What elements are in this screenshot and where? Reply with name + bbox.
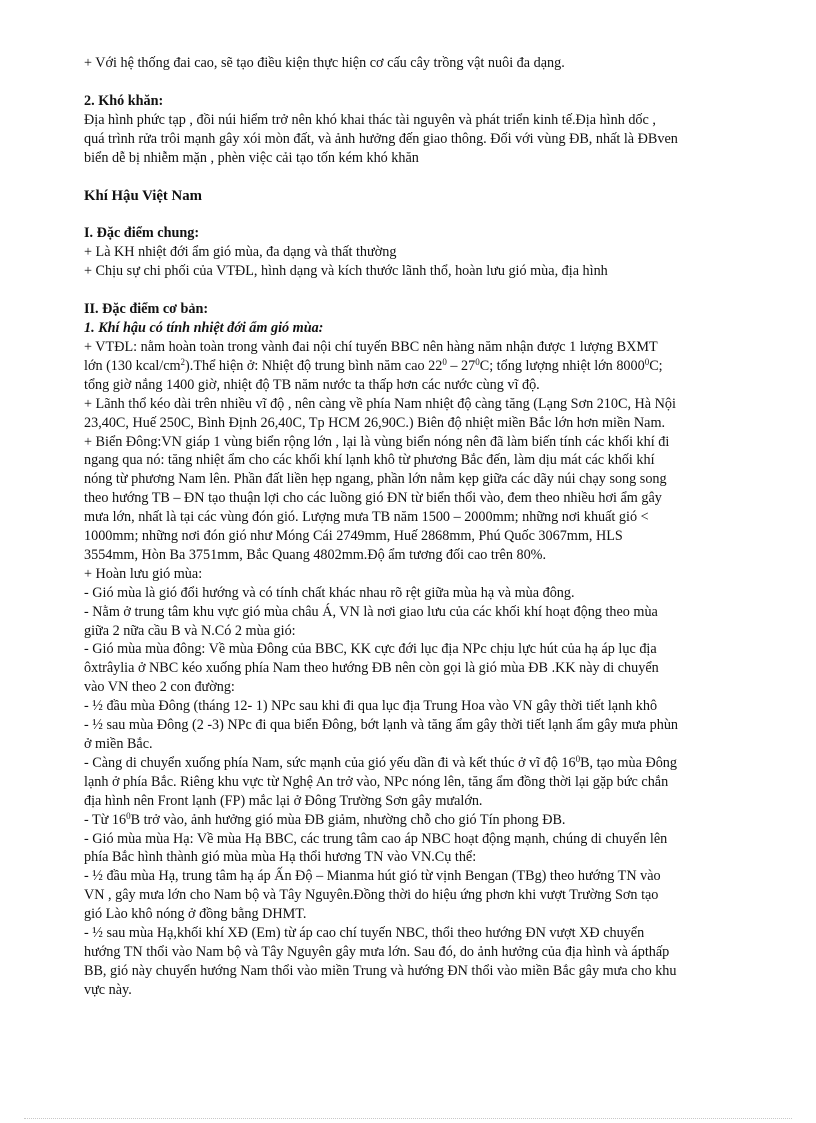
text-line: + VTĐL: nằm hoàn toàn trong vành đai nội chí tuyến BBC nên hàng năm nhận được 1 lượng BXMT (84, 338, 658, 355)
superscript: 2 (180, 356, 186, 367)
text-line: gió Lào khô nóng ở đồng bằng DHMT. (84, 906, 307, 923)
text-line: - Gió mùa mùa đông: Về mùa Đông của BBC, KK cực đới lục địa NPc chịu lực hút của hạ áp lục địa (84, 641, 657, 658)
text-line: - Gió mùa là gió đổi hướng và có tính chất khác nhau rõ rệt giữa mùa hạ và mùa đông. (84, 584, 575, 601)
text-run: B, tạo mùa Đông (580, 754, 677, 771)
text-line: ôxtrâylia ở NBC kéo xuống phía Nam theo hướng ĐB nên còn gọi là gió mùa ĐB .KK này di chuyển (84, 660, 659, 677)
text-line: - ½ sau mùa Đông (2 -3) NPc đi qua biển Đông, bớt lạnh và tăng ẩm gây thời tiết lạnh ẩm gây mưa phùn (84, 717, 679, 734)
text-line: mưa lớn, nhất là tại các vùng đón gió. Lượng mưa TB năm 1500 – 2000mm; những nơi khuất gió < (84, 509, 649, 526)
text-run: lớn (130 kcal/cm (84, 357, 181, 374)
superscript: 0 (442, 356, 447, 367)
text-run: ).Thể hiện ở: Nhiệt độ trung bình năm cao 22 (185, 357, 443, 374)
subsection-heading: 1. Khí hậu có tính nhiệt đới ẩm gió mùa: (84, 320, 324, 337)
text-run: - Từ 16 (84, 811, 127, 828)
text-line: biển dễ bị nhiễm mặn , phèn việc cải tạo tốn kém khó khăn (84, 149, 419, 166)
text-line: + Biển Đông:VN giáp 1 vùng biển rộng lớn , lại là vùng biển nóng nên đã làm biến tính các khối khí đi (84, 433, 670, 450)
text-line: Địa hình phức tạp , đồi núi hiểm trở nên khó khai thác tài nguyên và phát triển kinh tế.Địa hình dốc , (84, 111, 656, 128)
text-line: ở miền Bắc. (84, 736, 153, 752)
text-line: + Hoàn lưu gió mùa: (84, 565, 203, 582)
text-line: - Nằm ở trung tâm khu vực gió mùa châu Á, VN là nơi giao lưu của các khối khí hoạt động theo mùa (84, 603, 658, 620)
text-line: theo hướng TB – ĐN tạo thuận lợi cho các luồng gió ĐN từ biển thổi vào, đem theo nhiều hơi ẩm gây (84, 490, 662, 507)
text-run: C; (649, 357, 663, 374)
superscript: 0 (475, 356, 480, 367)
text-line: - ½ đầu mùa Hạ, trung tâm hạ áp Ấn Độ – Mianma hút gió từ vịnh Bengan (TBg) theo hướng TN vào (84, 868, 661, 885)
text-line: + Là KH nhiệt đới ẩm gió mùa, đa dạng và thất thường (84, 244, 397, 261)
text-line: - ½ đầu mùa Đông (tháng 12- 1) NPc sau khi đi qua lục địa Trung Hoa vào VN gây thời tiết lạnh khô (84, 698, 658, 715)
text-line: lạnh ở phía Bắc. Riêng khu vực từ Nghệ An trở vào, NPc nóng lên, tăng ẩm đồng thời lại gặp bức chắn (84, 773, 669, 790)
text-line: hướng TN thổi vào Nam bộ và Tây Nguyên gây mưa lớn. Sau đó, do ảnh hưởng của địa hình và ápthấp (84, 943, 670, 960)
superscript: 0 (644, 356, 650, 367)
section-heading-dac-diem-co-ban: II. Đặc điểm cơ bản: (84, 301, 209, 318)
document-page (84, 54, 764, 1000)
text-run: B trở vào, ảnh hưởng gió mùa ĐB giảm, nhường chỗ cho gió Tín phong ĐB. (130, 811, 566, 828)
superscript: 0 (575, 753, 581, 764)
text-run: – 27 (446, 357, 476, 374)
text-line (84, 357, 764, 376)
text-line: 1000mm; những nơi đón gió như Móng Cái 2749mm, Huế 2868mm, Phú Quốc 3067mm, HLS (84, 528, 623, 545)
section-heading-kho-khan: 2. Khó khăn: (84, 92, 164, 109)
text-line: + Với hệ thống đai cao, sẽ tạo điều kiện thực hiện cơ cấu cây trồng vật nuôi đa dạng. (84, 55, 565, 71)
text-line: 23,40C, Huế 250C, Bình Định 26,40C, Tp HCM 26,90C.) Biên độ nhiệt miền Bắc lớn hơn miền Nam. (84, 414, 666, 431)
section-heading-dac-diem-chung: I. Đặc điểm chung: (84, 225, 200, 242)
text-line: phía Bắc hình thành gió mùa mùa Hạ thổi hương TN vào VN.Cụ thể: (84, 849, 477, 866)
superscript: 0 (126, 810, 131, 821)
text-line: tổng giờ nắng 1400 giờ, nhiệt độ TB năm nước ta thấp hơn các nước cùng vĩ độ. (84, 376, 540, 393)
text-line: quá trình rửa trôi mạnh gây xói mòn đất, và ảnh hưởng đến giao thông. Đối với vùng ĐB, nhất là ĐBven (84, 130, 678, 147)
text-line: 3554mm, Hòn Ba 3751mm, Bắc Quang 4802mm.Độ ẩm tương đối cao trên 80%. (84, 546, 547, 563)
text-line: - ½ sau mùa Hạ,khối khí XĐ (Em) từ áp cao chí tuyến NBC, thổi theo hướng ĐN vượt XĐ chuyển (84, 925, 645, 942)
text-line: địa hình nên Front lạnh (FP) mắc lại ở Đông Trường Sơn gây mưalớn. (84, 792, 483, 809)
text-line: - Gió mùa mùa Hạ: Về mùa Hạ BBC, các trung tâm cao áp NBC hoạt động mạnh, chúng di chuyển lên (84, 830, 668, 847)
text-run: - Càng di chuyển xuống phía Nam, sức mạnh của gió yếu dần đi và kết thúc ở vĩ độ 16 (84, 754, 576, 771)
text-line: + Chịu sự chi phối của VTĐL, hình dạng và kích thước lãnh thổ, hoàn lưu gió mùa, địa hình (84, 263, 608, 280)
text-line: VN , gây mưa lớn cho Nam bộ và Tây Nguyên.Đồng thời do hiệu ứng phơn khi vượt Trường Sơn tạo (84, 887, 659, 904)
text-line: vào VN theo 2 con đường: (84, 679, 235, 696)
text-line (84, 811, 764, 830)
text-line: vực này. (84, 981, 132, 998)
document-title: Khí Hậu Việt Nam (84, 187, 202, 204)
text-line: nóng từ phương Nam lên. Phần đất liền hẹp ngang, phần lớn nằm kẹp giữa các dãy núi chạy song song (84, 471, 667, 488)
text-line: + Lãnh thổ kéo dài trên nhiều vĩ độ , nên càng về phía Nam nhiệt độ càng tăng (Lạng Sơn 210C, Hà Nội (84, 395, 676, 412)
text-line: BB, gió này chuyển hướng Nam thổi vào miền Trung và hướng ĐN thổi vào miền Bắc gây mưa cho khu (84, 962, 677, 979)
text-line (84, 754, 764, 773)
page-divider (24, 1118, 792, 1119)
text-line: giữa 2 nữa cầu B và N.Có 2 mùa gió: (84, 622, 296, 639)
text-line: ngang qua nó: tăng nhiệt ẩm cho các khối khí lạnh khô từ phương Bắc đến, làm dịu mát các khối khí (84, 452, 655, 469)
text-run: C; tổng lượng nhiệt lớn 8000 (479, 357, 645, 374)
